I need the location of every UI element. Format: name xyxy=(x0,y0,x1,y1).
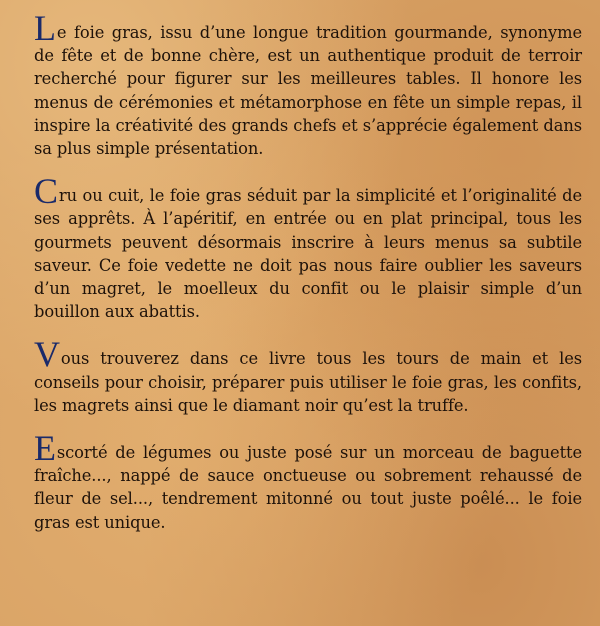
paragraph-text: scorté de légumes ou juste posé sur un morceau de baguette fraîche..., nappé de sauce onctueuse ou sobrement rehaussé de fleur de sel..., tendrement mitonné ou tout juste poêlé... le foie gras est unique. xyxy=(34,443,582,532)
paragraph-intro xyxy=(34,8,582,160)
paragraph-text: ru ou cuit, le foie gras séduit par la simplicité et l’originalité de ses apprêts. À l’apéritif, en entrée ou en plat principal, tous les gourmets peuvent désormais inscrire à leurs menus sa subtile saveur. Ce foie vedette ne doit pas nous faire oublier les saveurs d’un magret, le moelleux du confit ou le plaisir simple d’un bouillon aux abattis. xyxy=(34,186,582,322)
book-text-page xyxy=(34,8,582,534)
drop-cap-initial: V xyxy=(34,334,60,375)
drop-cap-initial: L xyxy=(34,8,56,48)
paragraph-escorte xyxy=(34,428,582,534)
paragraph-cru-ou-cuit xyxy=(34,171,582,323)
paragraph-text: ous trouverez dans ce livre tous les tours de main et les conseils pour choisir, préparer puis utiliser le foie gras, les confits, les magrets ainsi que le diamant noir qu’est la truffe. xyxy=(34,349,582,415)
paragraph-vous-trouverez xyxy=(34,334,582,417)
drop-cap-initial: E xyxy=(34,428,56,469)
drop-cap-initial: C xyxy=(34,171,58,212)
paragraph-text: e foie gras, issu d’une longue tradition gourmande, synonyme de fête et de bonne chère, est un authentique produit de terroir recherché pour figurer sur les meilleures tables. Il honore les menus de cérémonies et métamorphose en fête un simple repas, il inspire la créativité des grands chefs et s’apprécie également dans sa plus simple présentation. xyxy=(34,23,582,159)
